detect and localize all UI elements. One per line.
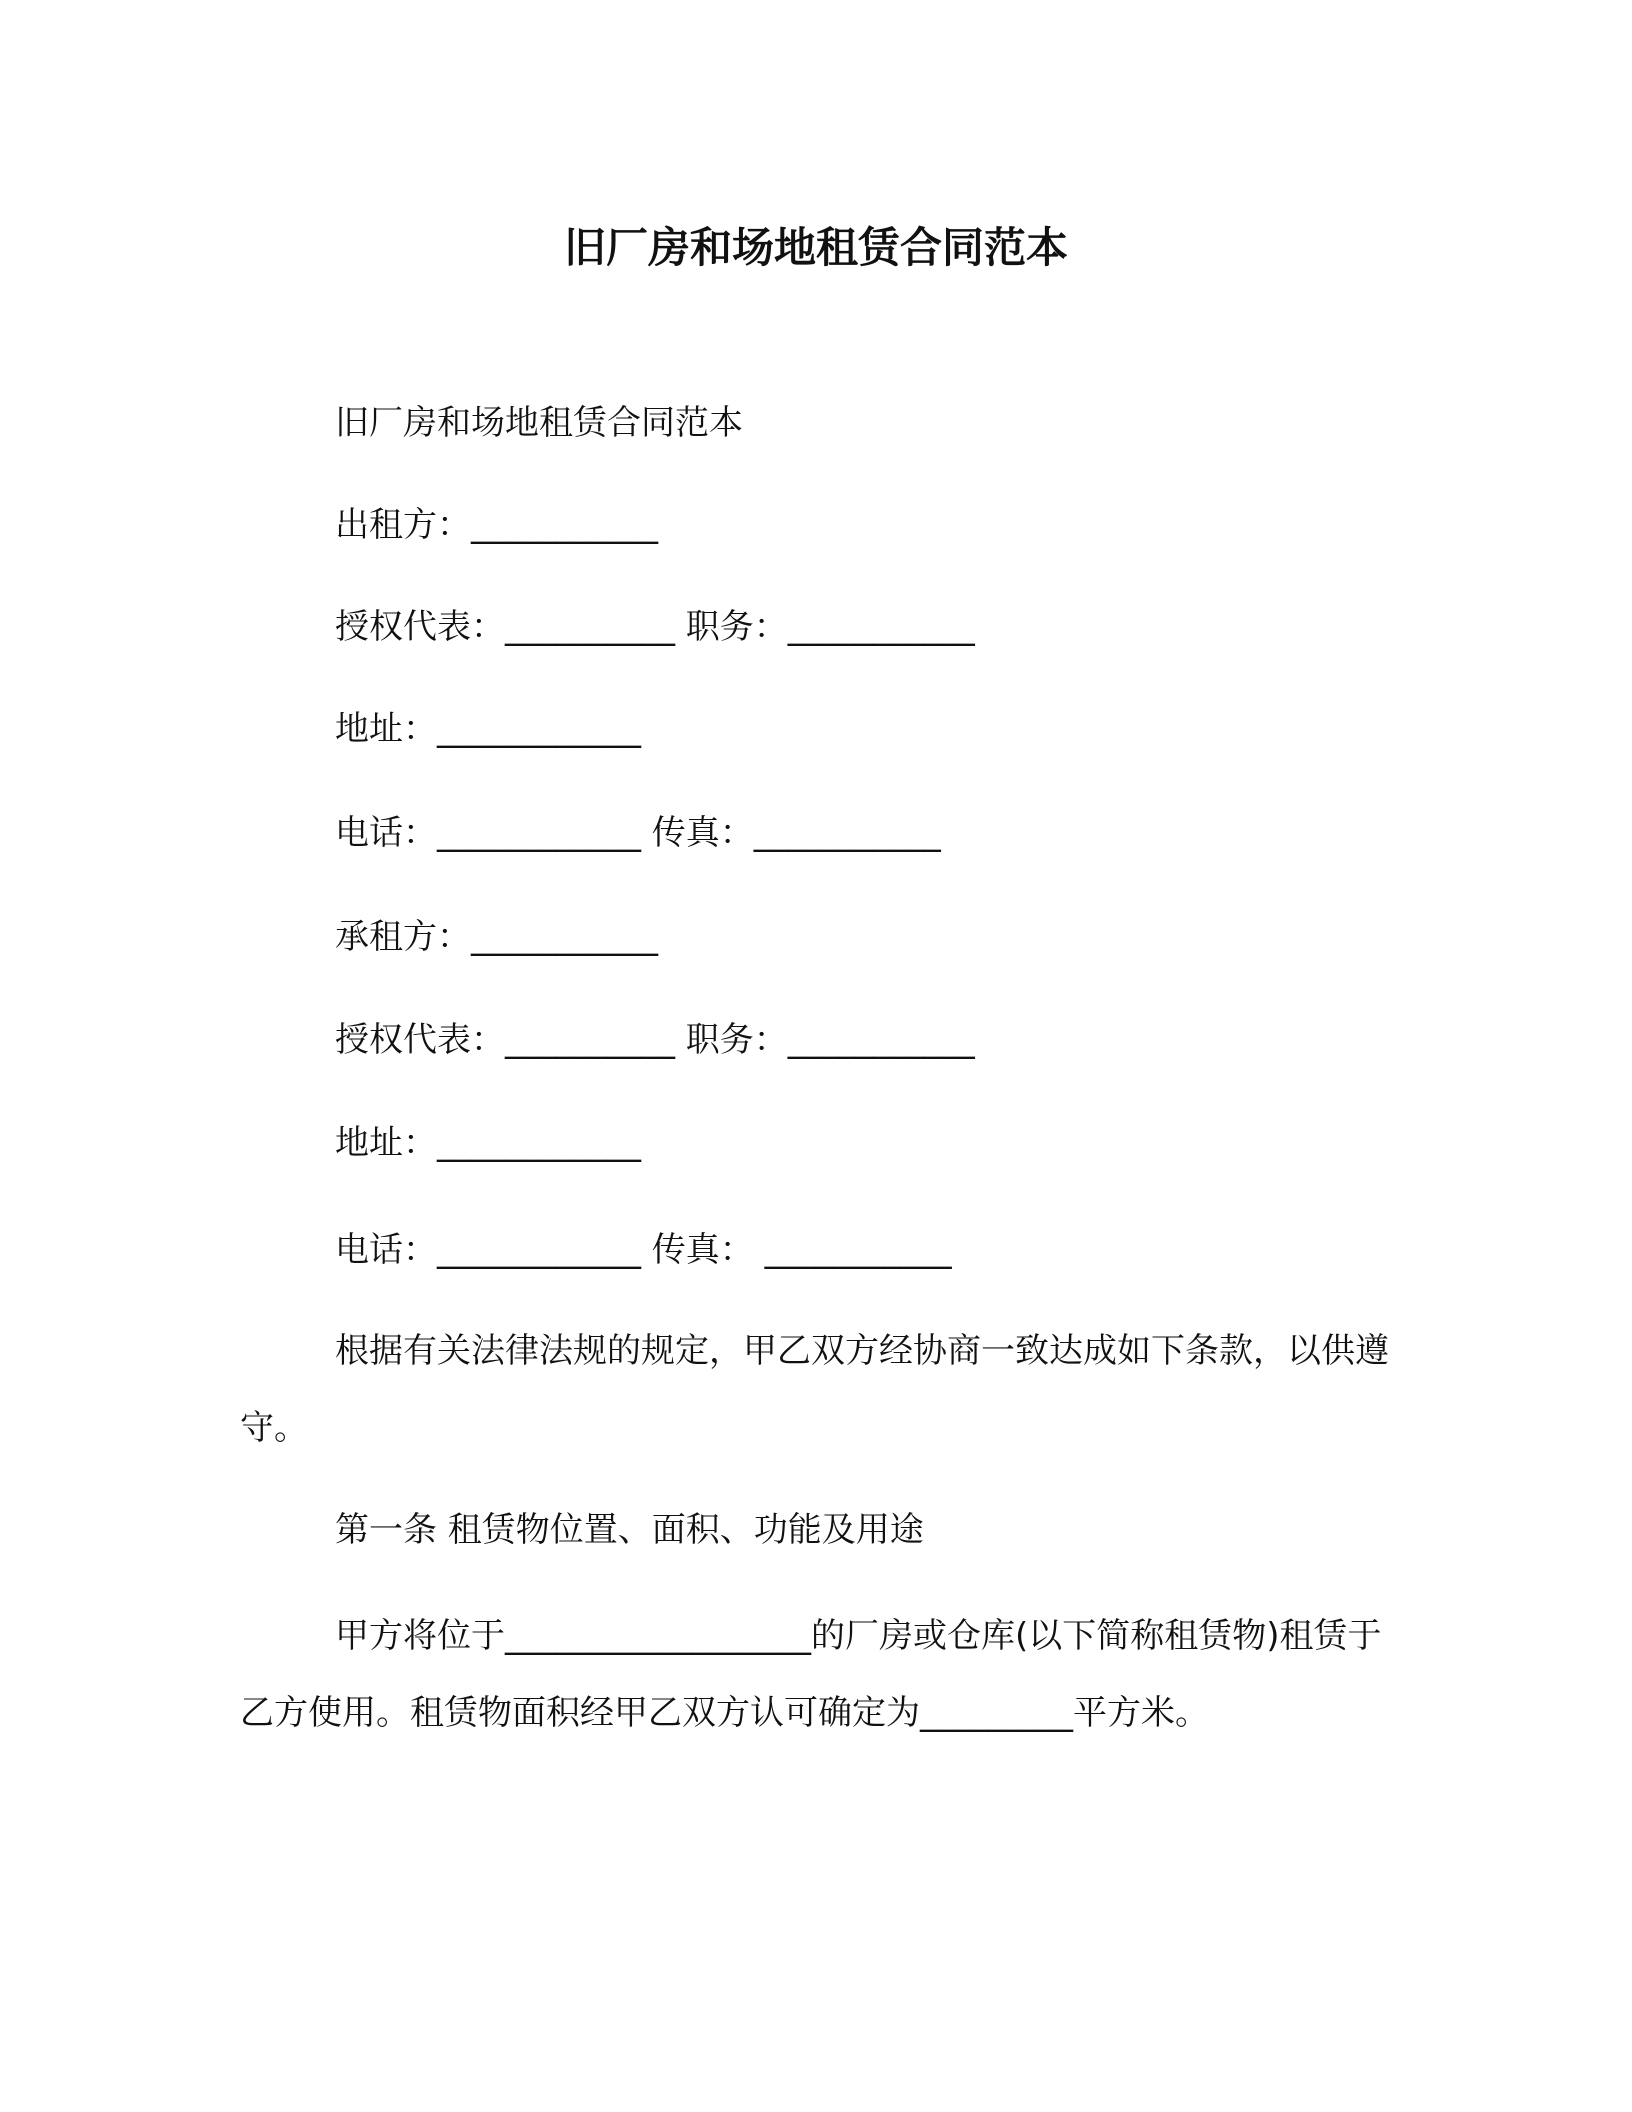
- lessor-line: 出租方：___________: [335, 505, 658, 545]
- lessor-phone-line: 电话：____________ 传真：___________: [335, 813, 941, 853]
- article-1-heading: 第一条 租赁物位置、面积、功能及用途: [335, 1510, 924, 1550]
- lessor-address-line: 地址：____________: [335, 709, 641, 749]
- document-title: 旧厂房和场地租赁合同范本: [563, 223, 1068, 272]
- lessee-phone-line: 电话：____________ 传真： ___________: [335, 1230, 952, 1270]
- lessee-representative-line: 授权代表：__________ 职务：___________: [335, 1020, 975, 1060]
- lessor-representative-line: 授权代表：__________ 职务：___________: [335, 607, 975, 647]
- lessee-line: 承租方：___________: [335, 917, 658, 957]
- preamble-paragraph: 根据有关法律法规的规定，甲乙双方经协商一致达成如下条款，以供遵守。: [240, 1331, 1389, 1448]
- document-subtitle: 旧厂房和场地租赁合同范本: [335, 403, 743, 443]
- article-1-body: 甲方将位于__________________的厂房或仓库(以下简称租赁物)租赁于 乙方使用。租赁物面积经甲乙双方认可确定为_________平方米。: [240, 1616, 1382, 1733]
- lessee-address-line: 地址：____________: [335, 1123, 641, 1163]
